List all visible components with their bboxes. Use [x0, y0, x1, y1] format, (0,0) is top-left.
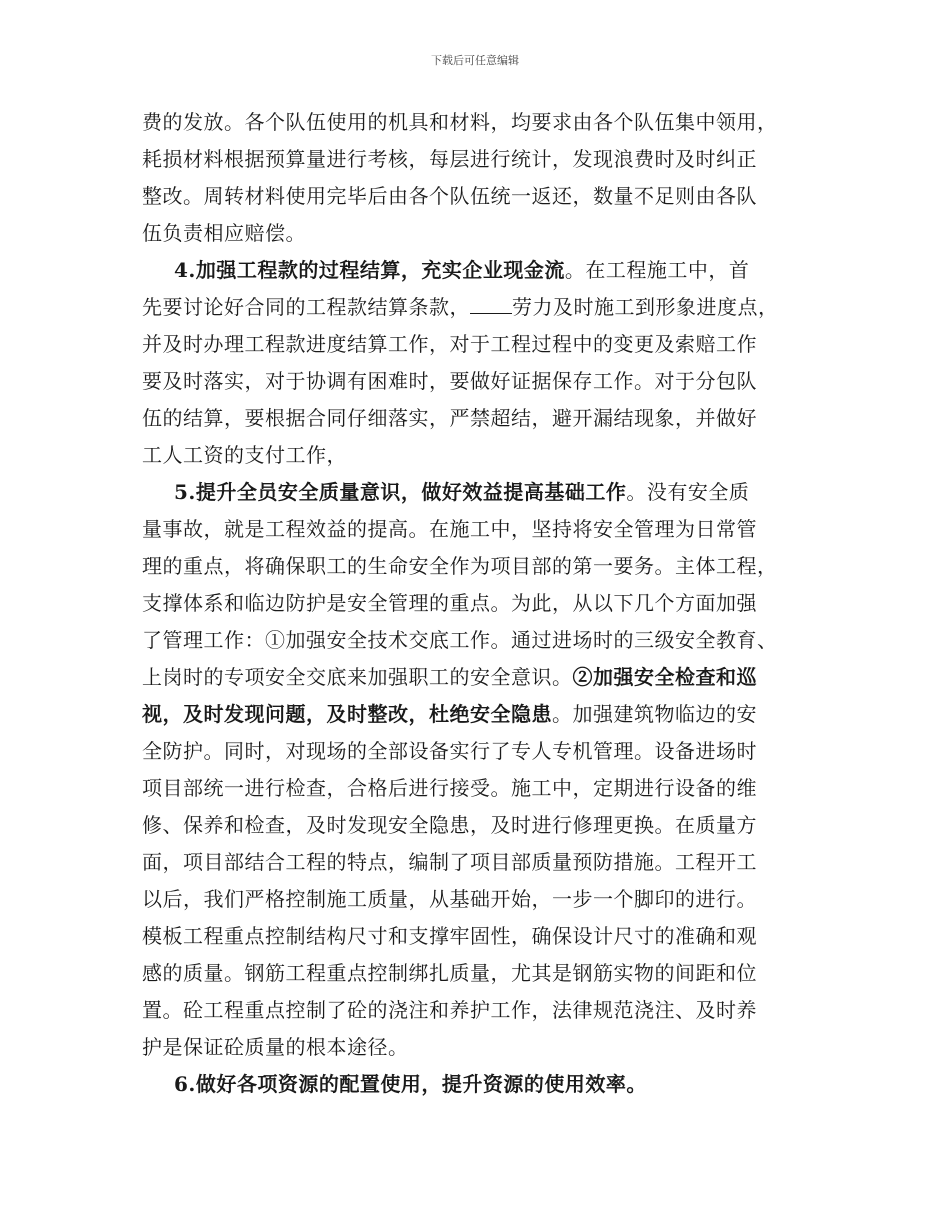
- text-line: [142, 918, 822, 955]
- text-line: [142, 585, 822, 622]
- document-body: [142, 104, 822, 1103]
- text-segment: 了管理工作：①加强安全技术交底工作。通过进场时的三级安全教育、: [142, 628, 778, 652]
- bold-text: 5.提升全员安全质量意识，做好效益提高基础工作: [174, 480, 627, 504]
- text-segment: 整改。周转材料使用完毕后由各个队伍统一返还，数量不足则由各队: [142, 184, 757, 208]
- text-segment: 并及时办理工程款进度结算工作，对于工程过程中的变更及索赔工作: [142, 332, 757, 356]
- text-line: [142, 659, 822, 696]
- text-line: [142, 844, 822, 881]
- text-segment: 先要讨论好合同的工程款结算条款，: [142, 295, 470, 319]
- page-header: 下载后可任意编辑: [431, 54, 519, 67]
- text-line: [142, 215, 822, 252]
- text-line: [142, 1029, 822, 1066]
- text-line: [142, 326, 822, 363]
- text-line: [142, 141, 822, 178]
- text-segment: 伍负责相应赔偿。: [142, 221, 306, 245]
- text-segment: 。加强建筑物临边的安: [552, 702, 757, 726]
- text-segment: 支撑体系和临边防护是安全管理的重点。为此，从以下几个方面加强: [142, 591, 757, 615]
- bold-text: 4.加强工程款的过程结算，充实企业现金流: [174, 258, 565, 282]
- text-line: [142, 178, 822, 215]
- text-segment: 项目部统一进行检查，合格后进行接受。施工中，定期进行设备的维: [142, 776, 757, 800]
- bold-text: ②加强安全检查和巡: [572, 665, 757, 689]
- bold-text: 6.做好各项资源的配置使用，提升资源的使用效率。: [174, 1072, 647, 1096]
- text-line: [142, 548, 822, 585]
- text-line: [142, 733, 822, 770]
- text-segment: 量事故，就是工程效益的提高。在施工中，坚持将安全管理为日常管: [142, 517, 757, 541]
- text-line: [142, 104, 822, 141]
- text-segment: 费的发放。各个队伍使用的机具和材料，均要求由各个队伍集中领用，: [142, 110, 778, 134]
- text-line: [142, 474, 822, 511]
- text-line: [142, 807, 822, 844]
- text-segment: 。在工程施工中，首: [564, 258, 750, 282]
- text-line: [142, 992, 822, 1029]
- text-segment: 置。砼工程重点控制了砼的浇注和养护工作，法律规范浇注、及时养: [142, 998, 757, 1022]
- text-line: [142, 252, 822, 289]
- text-line: [142, 511, 822, 548]
- text-line: [142, 955, 822, 992]
- text-segment: 劳力及时施工到形象进度点，: [512, 295, 779, 319]
- text-segment: 模板工程重点控制结构尺寸和支撑牢固性，确保设计尺寸的准确和观: [142, 924, 757, 948]
- text-lines: [142, 104, 822, 1103]
- text-segment: 伍的结算，要根据合同仔细落实，严禁超结，避开漏结现象，并做好: [142, 406, 757, 430]
- text-segment: 感的质量。钢筋工程重点控制绑扎质量，尤其是钢筋实物的间距和位: [142, 961, 757, 985]
- text-segment: 工人工资的支付工作，: [142, 443, 347, 467]
- text-line: [142, 400, 822, 437]
- text-segment: 修、保养和检查，及时发现安全隐患，及时进行修理更换。在质量方: [142, 813, 757, 837]
- fill-in-blank: [470, 297, 512, 314]
- text-segment: 全防护。同时，对现场的全部设备实行了专人专机管理。设备进场时: [142, 739, 757, 763]
- text-line: [142, 696, 822, 733]
- text-segment: 。没有安全质: [626, 480, 750, 504]
- text-line: [142, 437, 822, 474]
- text-line: [142, 363, 822, 400]
- text-line: [142, 881, 822, 918]
- text-line: [142, 289, 822, 326]
- bold-text: 视，及时发现问题，及时整改，杜绝安全隐患: [142, 702, 552, 726]
- text-line: [142, 1066, 822, 1103]
- text-segment: 上岗时的专项安全交底来加强职工的安全意识。: [142, 665, 573, 689]
- text-line: [142, 622, 822, 659]
- text-segment: 理的重点，将确保职工的生命安全作为项目部的第一要务。主体工程，: [142, 554, 778, 578]
- text-segment: 以后，我们严格控制施工质量，从基础开始，一步一个脚印的进行。: [142, 887, 757, 911]
- text-line: [142, 770, 822, 807]
- text-segment: 耗损材料根据预算量进行考核，每层进行统计，发现浪费时及时纠正: [142, 147, 757, 171]
- text-segment: 面，项目部结合工程的特点，编制了项目部质量预防措施。工程开工: [142, 850, 757, 874]
- text-segment: 要及时落实，对于协调有困难时，要做好证据保存工作。对于分包队: [142, 369, 757, 393]
- text-segment: 护是保证砼质量的根本途径。: [142, 1035, 409, 1059]
